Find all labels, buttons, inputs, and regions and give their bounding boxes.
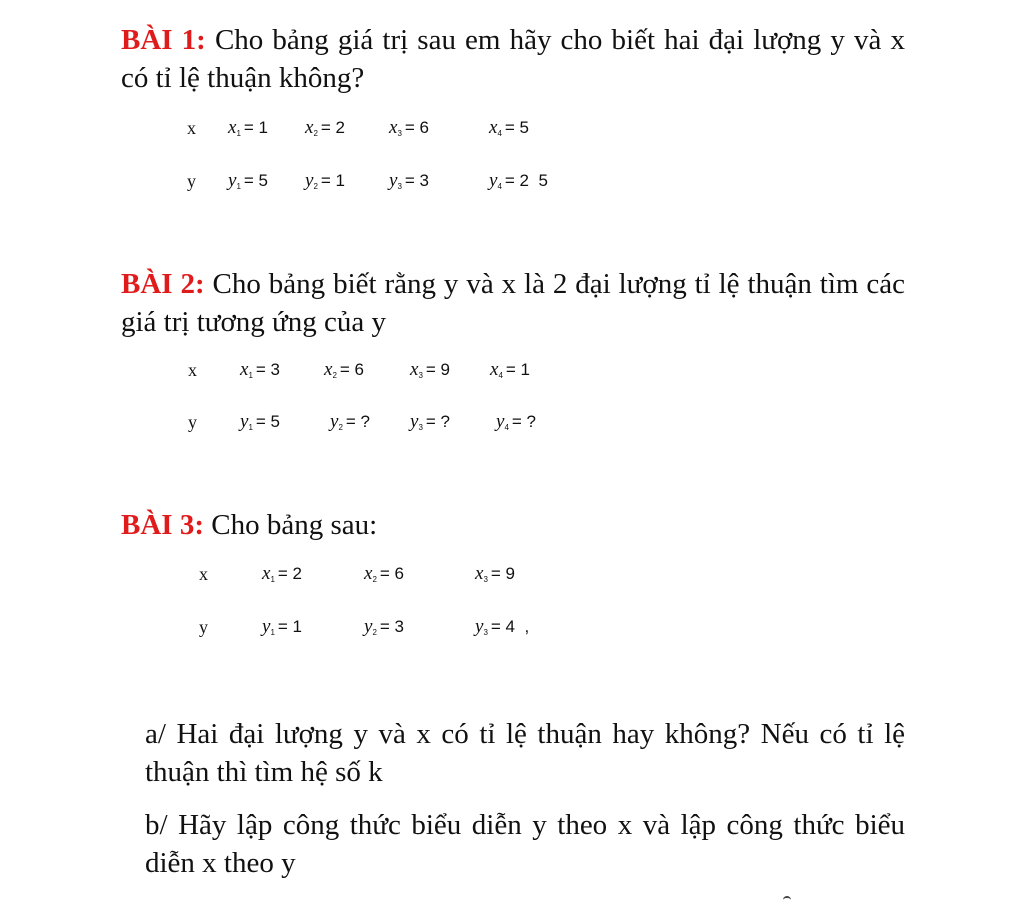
- bai3-part-a: a/ Hai đại lượng y và x có tỉ lệ thuận hay không? Nếu có tỉ lệ thuận thì tìm hệ số k: [145, 718, 905, 788]
- bai1-y1: $y_1 = 5$: [228, 170, 268, 191]
- bai2-y1: $y_1 = 5$: [240, 411, 280, 432]
- bai1-x4: $x_4 = 5$: [489, 117, 529, 138]
- bai1-text: Cho bảng giá trị sau em hãy cho biết hai đại lượng y và x có tỉ lệ thuận không?: [121, 24, 905, 94]
- bai1-y-var: y: [187, 171, 196, 191]
- bai1-x3: $x_3 = 6$: [389, 117, 429, 138]
- bai3-text: Cho bảng sau:: [203, 509, 378, 541]
- bai2-y-var: y: [188, 412, 197, 432]
- bai3-y3: $y_3 = 4$ ,: [475, 616, 530, 637]
- bai2-question: [121, 265, 905, 341]
- bai3-label: BÀI 3:: [121, 509, 204, 541]
- bai3-x-var: x: [199, 564, 208, 584]
- bai2-x3: $x_3 = 9$: [410, 359, 450, 380]
- bai3-question: [121, 506, 905, 544]
- bai1-x2: $x_2 = 2$: [305, 117, 345, 138]
- bai3-y2: $y_2 = 3$: [364, 616, 404, 637]
- bai2-x4: $x_4 = 1$: [490, 359, 530, 380]
- bai2-y3: $y_3$ = ?: [410, 411, 450, 432]
- bai3-part-b: b/ Hãy lập công thức biểu diễn y theo x và lập công thức biểu diễn x theo y: [145, 809, 905, 879]
- page-edge-mark: [783, 896, 791, 904]
- bai1-y2: $y_2 = 1$: [305, 170, 345, 191]
- bai3-x3: $x_3 = 9$: [475, 563, 515, 584]
- bai2-label: BÀI 2:: [121, 268, 205, 300]
- bai3-y1: $y_1 = 1$: [262, 616, 302, 637]
- bai2-text: Cho bảng biết rằng y và x là 2 đại lượng tỉ lệ thuận tìm các giá trị tương ứng của y: [121, 268, 905, 338]
- bai1-x1: $x_1 = 1$: [228, 117, 268, 138]
- bai1-y4: $y_4 = 2$ 5: [489, 170, 548, 191]
- bai2-x1: $x_1 = 3$: [240, 359, 280, 380]
- bai3-y-var: y: [199, 617, 208, 637]
- bai1-x-var: x: [187, 118, 196, 138]
- bai3-x2: $x_2 = 6$: [364, 563, 404, 584]
- bai2-x2: $x_2 = 6$: [324, 359, 364, 380]
- bai1-question: [121, 21, 905, 97]
- bai2-x-var: x: [188, 360, 197, 380]
- bai2-y2: $y_2$ = ?: [330, 411, 370, 432]
- bai1-y3: $y_3 = 3$: [389, 170, 429, 191]
- bai3-x1: $x_1 = 2$: [262, 563, 302, 584]
- bai1-label: BÀI 1:: [121, 24, 206, 56]
- bai2-y4: $y_4$ = ?: [496, 411, 536, 432]
